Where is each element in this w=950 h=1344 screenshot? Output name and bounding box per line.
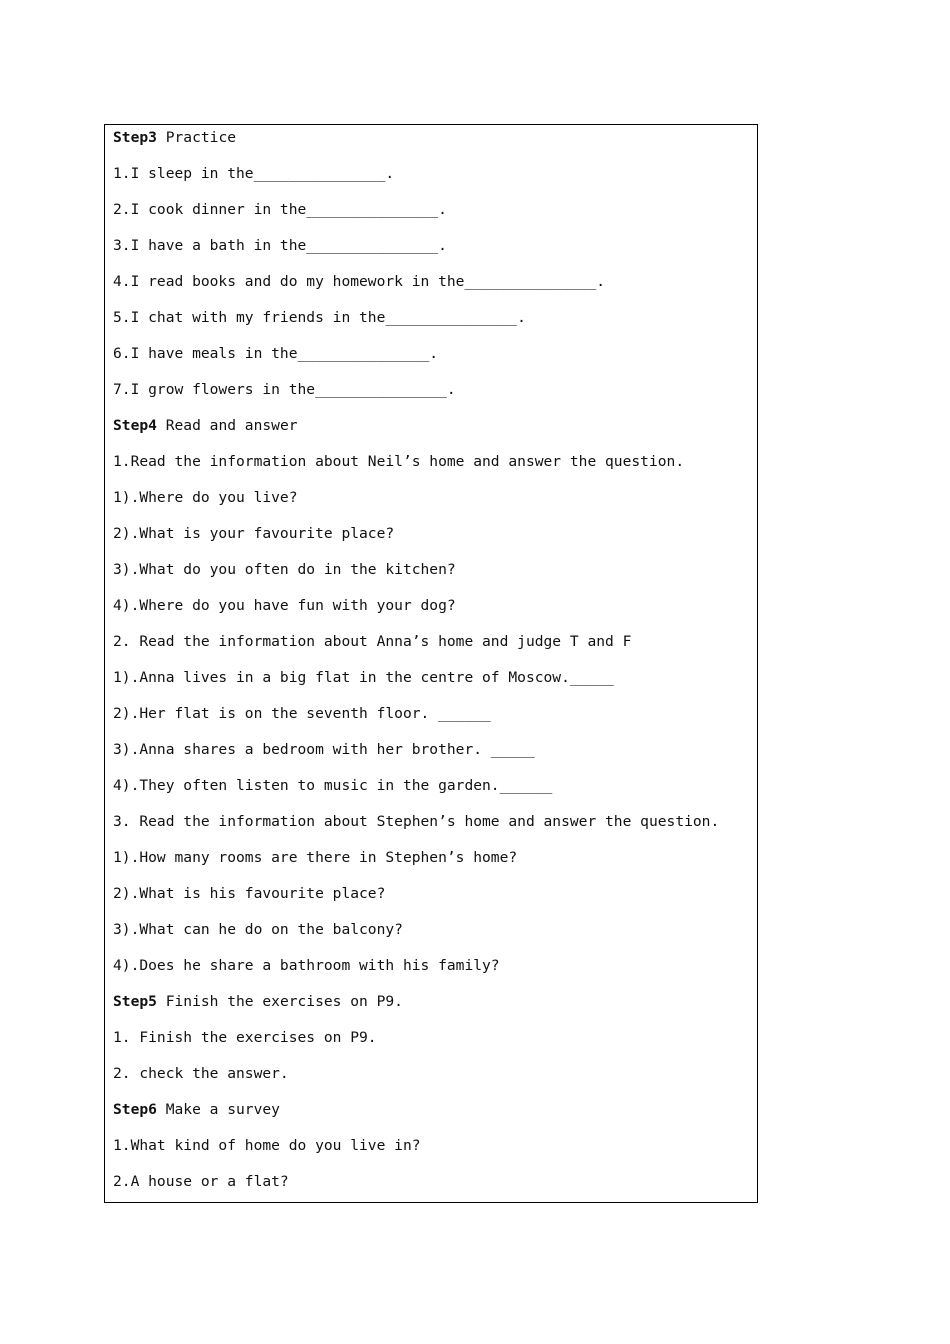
- step-title: Make a survey: [156, 1101, 280, 1118]
- text-line: [113, 559, 456, 581]
- line-text: 1.What kind of home do you live in?: [113, 1137, 421, 1154]
- step-title: Read and answer: [156, 417, 298, 434]
- step-label: Step5: [113, 993, 157, 1010]
- line-text: 1.I sleep in the_______________.: [113, 165, 395, 182]
- line-text: 1).Anna lives in a big flat in the centre of Moscow._____: [113, 669, 614, 686]
- step-label: Step6: [113, 1101, 157, 1118]
- line-text: 1).Where do you live?: [113, 489, 298, 506]
- line-text: 3.I have a bath in the_______________.: [113, 237, 447, 254]
- text-line: [113, 163, 394, 185]
- line-text: 2.I cook dinner in the_______________.: [113, 201, 447, 218]
- text-line: [113, 343, 438, 365]
- step-title: Finish the exercises on P9.: [156, 993, 403, 1010]
- text-line: [113, 1063, 289, 1085]
- line-text: 4).Does he share a bathroom with his family?: [113, 957, 500, 974]
- step-heading: [113, 127, 236, 149]
- text-line: [113, 667, 614, 689]
- text-line: [113, 1027, 377, 1049]
- text-line: [113, 523, 394, 545]
- line-text: 4).They often listen to music in the garden.______: [113, 777, 553, 794]
- text-line: [113, 451, 684, 473]
- line-text: 5.I chat with my friends in the_______________.: [113, 309, 526, 326]
- line-text: 7.I grow flowers in the_______________.: [113, 381, 456, 398]
- text-line: [113, 379, 456, 401]
- text-line: [113, 307, 526, 329]
- line-text: 3).What can he do on the balcony?: [113, 921, 403, 938]
- line-text: 1).How many rooms are there in Stephen’s home?: [113, 849, 518, 866]
- text-line: [113, 919, 403, 941]
- text-line: [113, 955, 500, 977]
- line-text: 2. Read the information about Anna’s home and judge T and F: [113, 633, 632, 650]
- text-line: [113, 271, 605, 293]
- text-line: [113, 775, 552, 797]
- step-heading: [113, 1099, 280, 1121]
- line-text: 2).What is his favourite place?: [113, 885, 386, 902]
- step-title: Practice: [156, 129, 237, 146]
- text-line: [113, 1171, 289, 1193]
- text-line: [113, 739, 535, 761]
- text-line: [113, 883, 385, 905]
- line-text: 3).What do you often do in the kitchen?: [113, 561, 456, 578]
- line-text: 2).Her flat is on the seventh floor. ______: [113, 705, 491, 722]
- text-line: [113, 487, 298, 509]
- text-line: [113, 595, 456, 617]
- line-text: 3).Anna shares a bedroom with her brother. _____: [113, 741, 535, 758]
- line-text: 4.I read books and do my homework in the_______________.: [113, 273, 606, 290]
- line-text: 6.I have meals in the_______________.: [113, 345, 439, 362]
- step-heading: [113, 415, 298, 437]
- text-line: [113, 847, 517, 869]
- line-text: 1. Finish the exercises on P9.: [113, 1029, 377, 1046]
- text-line: [113, 235, 447, 257]
- text-line: [113, 811, 719, 833]
- line-text: 2.A house or a flat?: [113, 1173, 289, 1190]
- text-line: [113, 199, 447, 221]
- lesson-table-cell: [104, 124, 758, 1203]
- line-text: 3. Read the information about Stephen’s home and answer the question.: [113, 813, 720, 830]
- step-label: Step4: [113, 417, 157, 434]
- text-line: [113, 1135, 421, 1157]
- step-heading: [113, 991, 403, 1013]
- step-label: Step3: [113, 129, 157, 146]
- line-text: 2).What is your favourite place?: [113, 525, 395, 542]
- line-text: 1.Read the information about Neil’s home and answer the question.: [113, 453, 685, 470]
- line-text: 2. check the answer.: [113, 1065, 289, 1082]
- text-line: [113, 703, 491, 725]
- line-text: 4).Where do you have fun with your dog?: [113, 597, 456, 614]
- text-line: [113, 631, 631, 653]
